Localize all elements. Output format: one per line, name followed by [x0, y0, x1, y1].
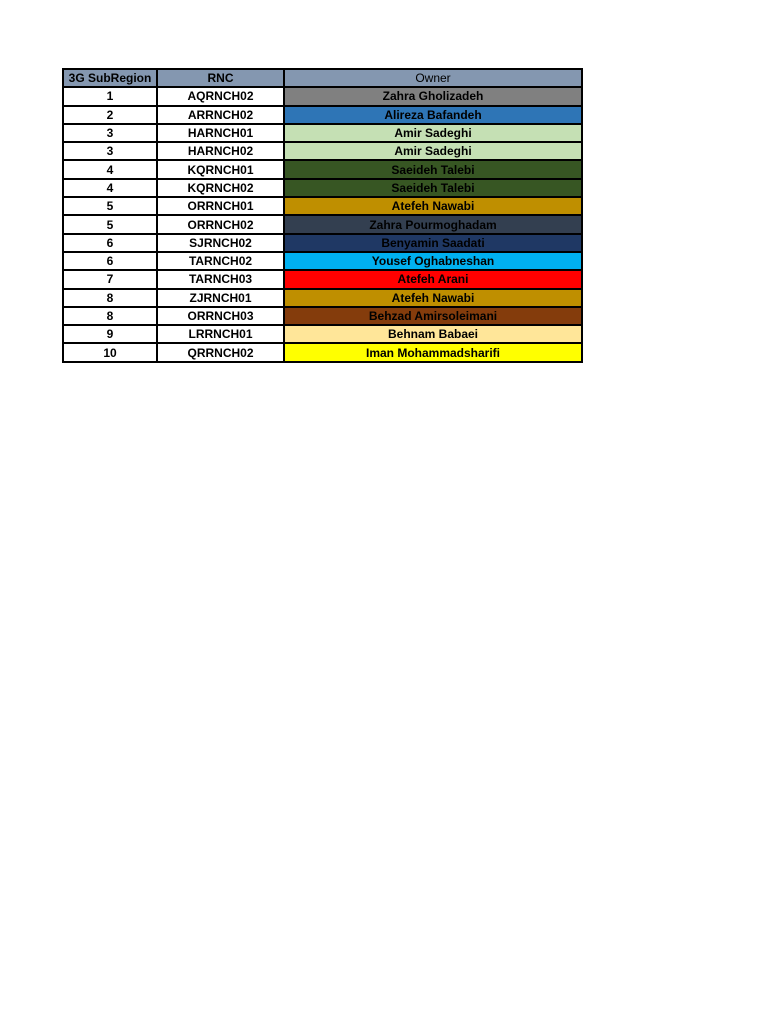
cell-rnc: ZJRNCH01	[157, 289, 284, 307]
table-row	[63, 307, 582, 325]
cell-subregion: 5	[63, 197, 157, 215]
cell-subregion: 1	[63, 87, 157, 105]
cell-rnc: ARRNCH02	[157, 106, 284, 124]
cell-owner: Benyamin Saadati	[284, 234, 582, 252]
table-row	[63, 87, 582, 105]
table-row	[63, 325, 582, 343]
cell-owner: Alireza Bafandeh	[284, 106, 582, 124]
table-body	[63, 87, 582, 361]
cell-rnc: ORRNCH02	[157, 215, 284, 233]
table-row	[63, 160, 582, 178]
cell-owner: Atefeh Nawabi	[284, 289, 582, 307]
header-owner: Owner	[284, 69, 582, 87]
cell-subregion: 8	[63, 307, 157, 325]
cell-owner: Atefeh Nawabi	[284, 197, 582, 215]
cell-subregion: 2	[63, 106, 157, 124]
table-row	[63, 106, 582, 124]
table-row	[63, 270, 582, 288]
table-row	[63, 289, 582, 307]
cell-owner: Amir Sadeghi	[284, 142, 582, 160]
cell-rnc: KQRNCH01	[157, 160, 284, 178]
table-row	[63, 179, 582, 197]
table-row	[63, 234, 582, 252]
cell-rnc: AQRNCH02	[157, 87, 284, 105]
table-header-row	[63, 69, 582, 87]
cell-rnc: TARNCH03	[157, 270, 284, 288]
cell-owner: Behnam Babaei	[284, 325, 582, 343]
header-rnc: RNC	[157, 69, 284, 87]
cell-owner: Saeideh Talebi	[284, 160, 582, 178]
cell-owner: Behzad Amirsoleimani	[284, 307, 582, 325]
cell-subregion: 6	[63, 252, 157, 270]
cell-subregion: 3	[63, 124, 157, 142]
cell-owner: Zahra Pourmoghadam	[284, 215, 582, 233]
cell-rnc: KQRNCH02	[157, 179, 284, 197]
cell-subregion: 3	[63, 142, 157, 160]
cell-subregion: 9	[63, 325, 157, 343]
cell-rnc: HARNCH01	[157, 124, 284, 142]
cell-subregion: 6	[63, 234, 157, 252]
cell-subregion: 4	[63, 179, 157, 197]
table-row	[63, 343, 582, 361]
cell-rnc: ORRNCH01	[157, 197, 284, 215]
cell-subregion: 7	[63, 270, 157, 288]
cell-subregion: 8	[63, 289, 157, 307]
cell-owner: Iman Mohammadsharifi	[284, 343, 582, 361]
cell-rnc: SJRNCH02	[157, 234, 284, 252]
cell-owner: Zahra Gholizadeh	[284, 87, 582, 105]
rnc-owner-table	[62, 68, 583, 363]
table-row	[63, 197, 582, 215]
cell-rnc: ORRNCH03	[157, 307, 284, 325]
cell-subregion: 4	[63, 160, 157, 178]
table-row	[63, 252, 582, 270]
table-row	[63, 142, 582, 160]
cell-subregion: 5	[63, 215, 157, 233]
cell-owner: Atefeh Arani	[284, 270, 582, 288]
table-row	[63, 215, 582, 233]
cell-rnc: LRRNCH01	[157, 325, 284, 343]
header-subregion: 3G SubRegion	[63, 69, 157, 87]
cell-owner: Yousef Oghabneshan	[284, 252, 582, 270]
cell-subregion: 10	[63, 343, 157, 361]
cell-owner: Amir Sadeghi	[284, 124, 582, 142]
table-row	[63, 124, 582, 142]
cell-rnc: TARNCH02	[157, 252, 284, 270]
cell-owner: Saeideh Talebi	[284, 179, 582, 197]
cell-rnc: HARNCH02	[157, 142, 284, 160]
cell-rnc: QRRNCH02	[157, 343, 284, 361]
